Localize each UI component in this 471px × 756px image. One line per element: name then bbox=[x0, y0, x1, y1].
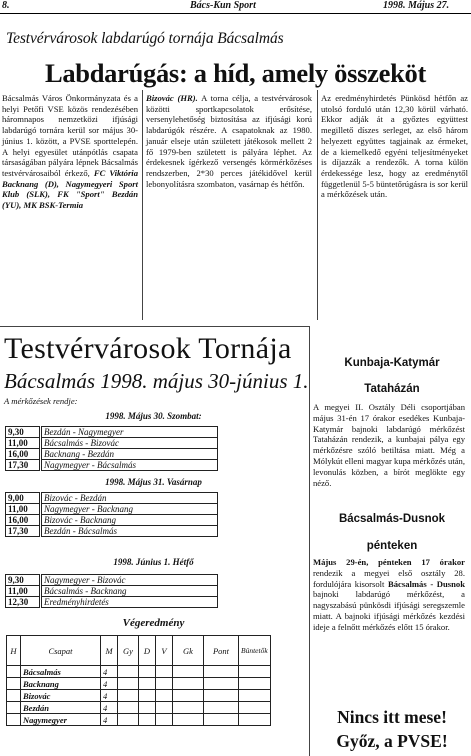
table-row bbox=[6, 597, 218, 608]
col-header: M bbox=[101, 636, 118, 666]
table-row bbox=[7, 690, 271, 702]
table-row bbox=[6, 438, 218, 449]
table-row bbox=[7, 678, 271, 690]
issue-date: 1998. Május 27. bbox=[383, 0, 450, 11]
column-divider bbox=[142, 90, 143, 320]
match-time: 9,00 bbox=[6, 493, 41, 504]
side-article-2-subtitle: pénteken bbox=[366, 540, 418, 552]
match-game: Bezdán - Nagymegyer bbox=[41, 427, 218, 438]
match-game: Eredményhirdetés bbox=[41, 597, 218, 608]
match-time: 17,30 bbox=[6, 460, 41, 471]
team-name: Bezdán bbox=[21, 702, 101, 714]
page-header bbox=[0, 0, 471, 14]
team-name: Backnang bbox=[21, 678, 101, 690]
table-row bbox=[7, 702, 271, 714]
closing-slogan-2: Győz, a PVSE! bbox=[336, 731, 448, 751]
column-divider bbox=[317, 90, 318, 320]
match-time: 9,30 bbox=[6, 575, 41, 586]
schedule-table bbox=[5, 426, 218, 471]
column-1-text: Bácsalmás Város Önkormányzata és a helyi Petőfi VSE közös rendezésében háromnapos nemzetközi ifjúsági labdarúgó tornára kerül sor május 30-június 1. között, a PVSE sporttelepén. A helyi egyesület utánpótlás csapata társaságában pályára lépnek Bácsalmás testvérvárosaiból érkező, bbox=[2, 93, 138, 178]
side-article-1-title: Kunbaja-Katymár bbox=[344, 357, 440, 369]
side-article-1-subtitle: Tataházán bbox=[364, 383, 420, 395]
section-divider bbox=[0, 326, 310, 327]
schedule-table bbox=[5, 492, 218, 537]
match-game: Bezdán - Bácsalmás bbox=[41, 526, 218, 537]
section-divider bbox=[309, 326, 310, 756]
column-3-text: Az eredményhirdetés Pünkösd hétfőn az utolsó forduló után 12,30 körül várható. Ekkor adják át a győztes együttest megillető díszes serleget, az első három helyezett együttes tagjainak az érmeket, de a kiemelkedő egyéni teljesítményeket is díjazzák a rendezők. A torna külön érdekessége lesz, hogy az eredménytől függetlenül 5-5 büntetőrúgásra is sor kerül a mérkőzések után. bbox=[321, 93, 468, 200]
col-header: Gk bbox=[173, 636, 204, 666]
match-game: Bácsalmás - Backnang bbox=[41, 586, 218, 597]
col-header: V bbox=[156, 636, 173, 666]
match-time: 11,00 bbox=[6, 438, 41, 449]
match-game: Nagymegyer - Backnang bbox=[41, 504, 218, 515]
box-title: Testvérvárosok Tornája bbox=[4, 332, 292, 365]
match-game: Bizovác - Bezdán bbox=[41, 493, 218, 504]
table-row bbox=[6, 427, 218, 438]
side-article-2-title: Bácsalmás-Dusnok bbox=[338, 513, 446, 525]
matches-played: 4 bbox=[101, 666, 118, 678]
tournament-box bbox=[1, 330, 309, 753]
match-time: 17,30 bbox=[6, 526, 41, 537]
match-game: Backnang - Bezdán bbox=[41, 449, 218, 460]
results-table bbox=[6, 635, 271, 726]
match-game: Bácsalmás - Bizovác bbox=[41, 438, 218, 449]
box-note: A mérkőzések rendje: bbox=[4, 396, 78, 406]
matches-played: 4 bbox=[101, 702, 118, 714]
col-header: Csapat bbox=[21, 636, 101, 666]
article-column-1 bbox=[2, 93, 138, 211]
box-subtitle: Bácsalmás 1998. május 30-június 1. bbox=[4, 369, 309, 393]
table-row bbox=[6, 586, 218, 597]
col-header: H bbox=[7, 636, 21, 666]
schedule-table bbox=[5, 574, 218, 608]
table-row bbox=[6, 493, 218, 504]
column-2-text: A torna célja, a testvérvárosok közötti sportkapcsolatok erősítése, versenylehetőség biztosítása az ifjúsági korú labdarúgók részére. A csapatoknak az 1980. január elseje után született játékosok mellett 2 fő 1979-ben született is pályára léphet. Az érdekesnek ígérkező versengés körmérkőzéses rendszerben, 2*30 perces játékidővel kerül lebonyolításra szombaton, vasárnap és hétfőn. bbox=[146, 93, 312, 189]
col-header: Gy bbox=[118, 636, 139, 666]
results-header-row bbox=[7, 636, 271, 666]
matches-played: 4 bbox=[101, 678, 118, 690]
table-row bbox=[6, 504, 218, 515]
day-header: 1998. Május 30. Szombat: bbox=[105, 411, 202, 421]
paper-name: Bács-Kun Sport bbox=[190, 0, 256, 11]
side-article-2-part-a: rendezik a megyei első osztály 28. fordulójára kisorsolt bbox=[313, 567, 465, 589]
match-time: 11,00 bbox=[6, 586, 41, 597]
team-name: Nagymegyer bbox=[21, 714, 101, 726]
article-column-2 bbox=[146, 93, 312, 189]
table-row bbox=[7, 714, 271, 726]
team-name: Bizovác bbox=[21, 690, 101, 702]
closing-slogan-1: Nincs itt mese! bbox=[337, 707, 447, 727]
match-time: 16,00 bbox=[6, 449, 41, 460]
side-article-1-text: A megyei II. Osztály Déli csoportjában május 31-én 17 órakor esedékes Kunbaja-Katymár bajnoki labdarúgó mérkőzést Tataházán rendezik, a kunbajai pálya egy mérkőzésre szóló betiltása miatt. Még a Mólykút elleni magyar kupa mérkőzés után, levonulás közben, a bírót meglökte egy néző. bbox=[313, 402, 465, 488]
matches-played: 4 bbox=[101, 690, 118, 702]
table-row bbox=[6, 575, 218, 586]
match-time: 9,30 bbox=[6, 427, 41, 438]
results-title: Végeredmény bbox=[122, 617, 185, 629]
article-headline: Labdarúgás: a híd, amely összeköt bbox=[44, 58, 426, 88]
table-row bbox=[7, 666, 271, 678]
match-game: Nagymegyer - Bizovác bbox=[41, 575, 218, 586]
table-row bbox=[6, 515, 218, 526]
article-kicker: Testvérvárosok labdarúgó tornája Bácsalmás bbox=[6, 30, 284, 47]
col-header: D bbox=[139, 636, 156, 666]
side-article-2-teams: Bácsalmás - Dusnok bbox=[388, 578, 465, 589]
article-column-3 bbox=[321, 93, 468, 200]
matches-played: 4 bbox=[101, 714, 118, 726]
col-header: Pont bbox=[204, 636, 239, 666]
day-header: 1998. Június 1. Hétfő bbox=[113, 557, 194, 567]
side-article-2-lead: Május 29-én, pénteken 17 órakor bbox=[313, 557, 465, 567]
page-number: 8. bbox=[2, 0, 10, 11]
match-game: Nagymegyer - Bácsalmás bbox=[41, 460, 218, 471]
side-article-2-text bbox=[313, 557, 465, 633]
column-2-lead: Bizovác (HR). bbox=[146, 93, 198, 103]
match-time: 11,00 bbox=[6, 504, 41, 515]
match-time: 16,00 bbox=[6, 515, 41, 526]
table-row bbox=[6, 526, 218, 537]
day-header: 1998. Május 31. Vasárnap bbox=[105, 477, 202, 487]
table-row bbox=[6, 460, 218, 471]
table-row bbox=[6, 449, 218, 460]
match-time: 12,30 bbox=[6, 597, 41, 608]
side-article-2-part-c: bajnoki labdarúgó mérkőzést, a nagyszabású pünkösdi ifjúsági seregszemle miatt. A bajnoki ifjúsági mérkőzés kezdési ideje a felnőtt mérkőzés előtt 15 órakor. bbox=[313, 589, 465, 632]
col-header: Büntetők bbox=[239, 636, 271, 666]
column-1-teams: FC Viktória Backnang (D), Nagymegyeri Sport Klub (SLK), FK "Sport" Bezdán (YU), MK BSK-Termia bbox=[2, 167, 138, 211]
team-name: Bácsalmás bbox=[21, 666, 101, 678]
match-game: Bizovác - Backnang bbox=[41, 515, 218, 526]
